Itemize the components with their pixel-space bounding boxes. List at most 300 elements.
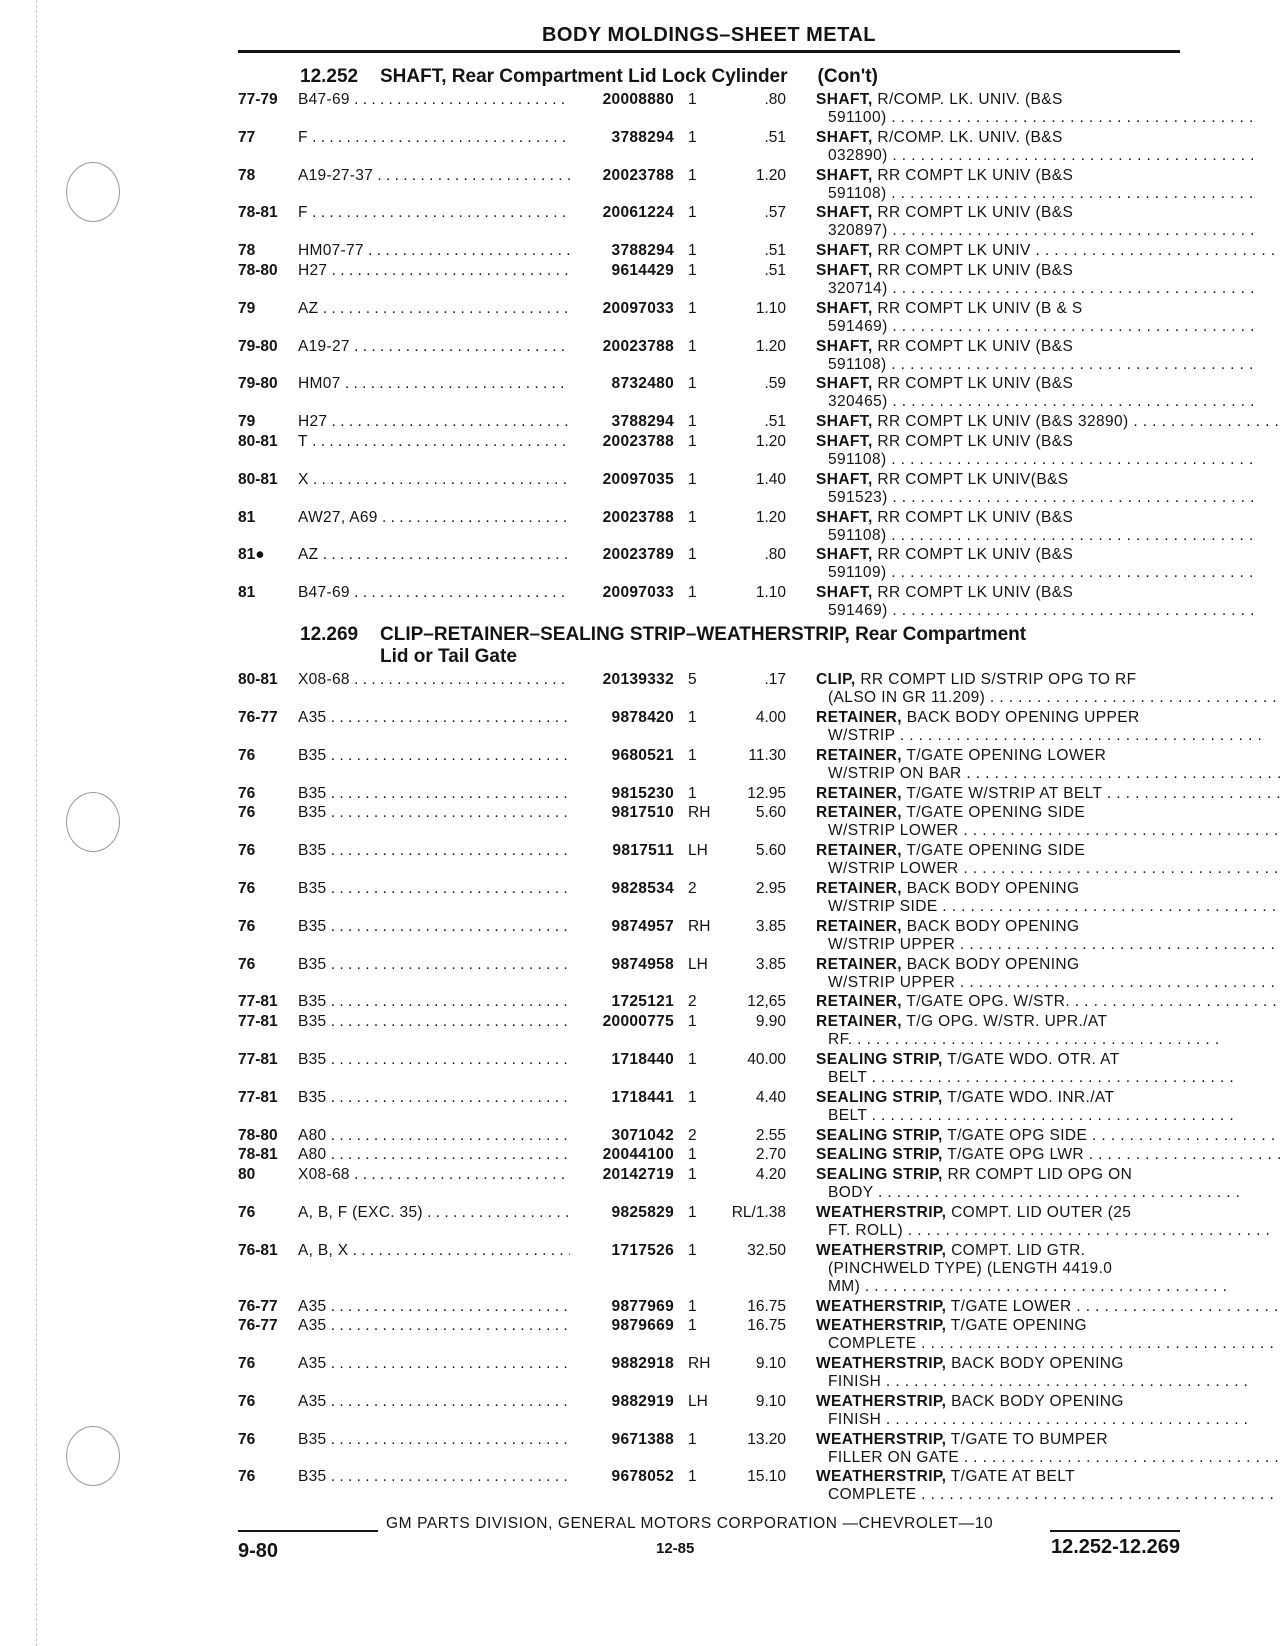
quantity: 2: [688, 993, 697, 1011]
part-row: [238, 375, 1183, 411]
part-number: 8732480: [611, 375, 674, 393]
description-text: RR COMPT LK UNIV (B&S: [877, 204, 1074, 222]
footer-rule-right: [1050, 1530, 1180, 1532]
application-code: X08-68 . . .: [298, 1166, 570, 1202]
description-text: T/GATE OPENING: [950, 1317, 1088, 1335]
part-row: [238, 1317, 1183, 1353]
description-text: W/STRIP SIDE: [828, 897, 938, 915]
description-text: BACK BODY OPENING: [951, 1392, 1124, 1410]
model-years: 76: [238, 1430, 256, 1448]
description-line: [816, 109, 1254, 127]
description-text: 320465): [828, 393, 888, 411]
footer-publisher: GM PARTS DIVISION, GENERAL MOTORS CORPORATION —CHEVROLET—10: [386, 1515, 994, 1532]
model-years: 76: [238, 1392, 256, 1410]
description-line: [816, 1355, 1248, 1373]
description-text: 591109): [828, 564, 887, 582]
description-text: W/STRIP UPPER: [828, 973, 956, 991]
description-line: [816, 918, 1280, 936]
list-price: .57: [764, 204, 786, 222]
description-line: [816, 489, 1255, 507]
part-description: [790, 546, 1254, 582]
list-price: .80: [764, 91, 786, 108]
part-row: [238, 747, 1183, 783]
part-number: 1718441: [611, 1088, 674, 1106]
description-line: [816, 413, 1280, 431]
quantity: 1: [688, 375, 697, 393]
part-name: RETAINER,: [816, 784, 902, 802]
part-description: [790, 1317, 1280, 1353]
application-code: AZ . . .: [298, 300, 570, 336]
part-name: RETAINER,: [816, 842, 902, 860]
description-line: [816, 1278, 1227, 1296]
part-number: 20023788: [602, 166, 674, 184]
part-number: 20097035: [602, 470, 674, 488]
list-price: 13.20: [747, 1430, 786, 1448]
description-text: FINISH: [828, 1410, 882, 1428]
part-description: [790, 709, 1262, 745]
list-price: 1.20: [755, 166, 786, 184]
part-row: [238, 1242, 1183, 1296]
quantity: 1: [688, 337, 697, 355]
description-line: [816, 1089, 1234, 1107]
description-text: W/STRIP LOWER: [828, 822, 959, 840]
description-text: T/GATE LOWER: [950, 1297, 1072, 1315]
description-text: RF.: [828, 1031, 853, 1049]
description-text: BODY: [828, 1184, 874, 1202]
description-text: 591108): [828, 526, 887, 544]
description-text: 591523): [828, 488, 888, 506]
part-description: [790, 1146, 1280, 1164]
part-description: [790, 747, 1280, 783]
list-price: 4.00: [755, 708, 786, 726]
part-number: 9815230: [611, 784, 674, 802]
model-years: 77-81: [238, 1050, 278, 1068]
part-description: [790, 918, 1280, 954]
description-text: T/GATE OPENING SIDE: [906, 842, 1086, 860]
part-row: [238, 1146, 1183, 1164]
description-text: R/COMP. LK. UNIV. (B&S: [877, 128, 1063, 146]
part-row: [238, 804, 1183, 840]
model-years: 76: [238, 879, 256, 897]
part-description: [790, 785, 1280, 803]
part-name: SHAFT,: [816, 337, 873, 355]
model-years: 76: [238, 746, 256, 764]
description-line: [816, 433, 1254, 451]
description-text: T/GATE W/STRIP AT BELT: [906, 784, 1103, 802]
description-text: 320897): [828, 222, 888, 240]
part-number: 9817511: [612, 842, 674, 860]
description-text: COMPLETE: [828, 1486, 917, 1504]
part-description: [790, 1204, 1270, 1240]
part-row: [238, 993, 1183, 1011]
part-number: 20023788: [602, 432, 674, 450]
part-name: CLIP,: [816, 671, 856, 689]
application-code: B35 . . .: [298, 918, 570, 954]
part-name: WEATHERSTRIP,: [816, 1317, 947, 1335]
quantity: 1: [688, 204, 697, 222]
part-row: [238, 1204, 1183, 1240]
description-text: 320714): [828, 279, 888, 297]
quantity: 1: [688, 546, 697, 564]
description-text: RR COMPT LK UNIV (B&S 32890): [877, 413, 1129, 431]
quantity: 1: [688, 784, 697, 802]
description-line: [816, 1166, 1240, 1184]
description-line: [816, 1411, 1248, 1429]
quantity: 1: [688, 299, 697, 317]
application-code: B35 . . .: [298, 1051, 570, 1087]
description-line: [816, 1335, 1280, 1353]
part-description: [790, 1166, 1240, 1202]
description-line: [816, 91, 1254, 109]
description-line: [816, 804, 1280, 822]
application-code: AZ . . .: [298, 546, 570, 582]
part-row: [238, 1355, 1183, 1391]
model-years: 78-81: [238, 204, 278, 222]
part-description: [790, 1013, 1220, 1049]
list-price: 16.75: [747, 1297, 786, 1315]
description-line: [816, 1222, 1270, 1240]
quantity: 5: [688, 671, 697, 689]
model-years: 79: [238, 413, 256, 431]
description-line: [816, 898, 1280, 916]
description-text: RR COMPT LK UNIV (B&S: [877, 508, 1074, 526]
header-rule: [238, 50, 1180, 53]
description-line: [816, 1260, 1227, 1278]
description-line: [816, 546, 1254, 564]
part-number: 9874957: [611, 917, 674, 935]
application-code: B35 . . .: [298, 1431, 570, 1467]
list-price: 3.85: [755, 917, 786, 935]
part-number: 9879669: [611, 1317, 674, 1335]
list-price: 1.20: [755, 432, 786, 450]
list-price: 2.55: [755, 1126, 786, 1144]
part-row: [238, 1468, 1183, 1504]
description-line: [816, 527, 1254, 545]
application-code: B47-69 . . .: [298, 584, 570, 620]
part-name: RETAINER,: [816, 955, 902, 973]
model-years: 78-80: [238, 1126, 278, 1144]
description-text: FILLER ON GATE: [828, 1448, 960, 1466]
part-name: SHAFT,: [816, 508, 873, 526]
description-line: [816, 242, 1280, 260]
description-line: [816, 602, 1255, 620]
model-years: 78: [238, 166, 256, 184]
part-number: 20023788: [602, 508, 674, 526]
model-years: 78-80: [238, 261, 278, 279]
part-description: [790, 584, 1255, 620]
model-years: 76-77: [238, 1297, 278, 1315]
model-years: 76-77: [238, 708, 278, 726]
part-name: WEATHERSTRIP,: [816, 1297, 947, 1315]
description-text: T/GATE WDO. INR./AT: [947, 1088, 1115, 1106]
application-code: B35 . . .: [298, 1089, 570, 1125]
model-years: 80-81: [238, 671, 278, 689]
description-text: (PINCHWELD TYPE) (LENGTH 4419.0: [828, 1259, 1113, 1277]
description-text: T/GATE OPENING SIDE: [906, 804, 1086, 822]
description-text: RR COMPT LK UNIV(B&S: [877, 470, 1069, 488]
quantity: 1: [688, 1430, 697, 1448]
part-name: SEALING STRIP,: [816, 1088, 943, 1106]
page-title: BODY MOLDINGS–SHEET METAL: [541, 24, 876, 46]
description-line: [816, 860, 1280, 878]
description-text: COMPLETE: [828, 1335, 917, 1353]
application-code: X08-68 . . .: [298, 671, 570, 707]
description-line: [816, 1013, 1220, 1031]
part-number: 20139332: [602, 671, 674, 689]
part-description: [790, 1127, 1280, 1145]
description-line: [816, 564, 1254, 582]
description-line: [816, 671, 1280, 689]
quantity: 1: [688, 413, 697, 431]
description-line: [816, 167, 1254, 185]
application-code: H27 . . .: [298, 262, 570, 298]
part-description: [790, 433, 1254, 469]
part-name: WEATHERSTRIP,: [816, 1203, 947, 1221]
description-text: RR COMPT LK UNIV (B & S: [877, 299, 1083, 317]
description-text: COMPT. LID OUTER (25: [951, 1203, 1132, 1221]
part-description: [790, 242, 1280, 260]
list-price: 11.30: [748, 746, 786, 764]
part-row: [238, 167, 1183, 203]
list-price: 9.90: [755, 1013, 786, 1031]
application-code: A19-27 . . .: [298, 338, 570, 374]
application-code: T . . .: [298, 433, 570, 469]
quantity: 2: [688, 879, 697, 897]
part-description: [790, 1298, 1280, 1316]
part-description: [790, 375, 1255, 411]
description-line: [816, 1051, 1234, 1069]
part-number: 20061224: [602, 204, 674, 222]
part-row: [238, 471, 1183, 507]
description-line: [816, 129, 1255, 147]
part-row: [238, 1051, 1183, 1087]
part-name: RETAINER,: [816, 804, 902, 822]
application-code: F . . .: [298, 129, 570, 165]
part-name: SEALING STRIP,: [816, 1126, 943, 1144]
part-number: 20023789: [602, 546, 674, 564]
part-name: SHAFT,: [816, 470, 873, 488]
part-name: SHAFT,: [816, 299, 873, 317]
part-description: [790, 471, 1255, 507]
model-years: 76: [238, 1203, 256, 1221]
quantity: 1: [688, 1241, 697, 1259]
part-name: SHAFT,: [816, 91, 873, 108]
description-text: W/STRIP: [828, 726, 896, 744]
description-line: [816, 974, 1280, 992]
application-code: X . . .: [298, 471, 570, 507]
part-number: 1725121: [611, 993, 674, 1011]
description-text: RR COMPT LID S/STRIP OPG TO RF: [860, 671, 1137, 689]
description-line: [816, 785, 1280, 803]
description-line: [816, 822, 1280, 840]
part-row: [238, 1166, 1183, 1202]
punch-hole-middle: [66, 792, 120, 852]
model-years: 78: [238, 242, 256, 260]
description-text: T/GATE OPENING LOWER: [906, 746, 1107, 764]
application-code: HM07 . . .: [298, 375, 570, 411]
section-heading: [238, 624, 1183, 668]
model-years: 78-81: [238, 1146, 278, 1164]
quantity: 1: [688, 166, 697, 184]
part-name: SHAFT,: [816, 128, 873, 146]
application-code: B35 . . .: [298, 842, 570, 878]
part-row: [238, 433, 1183, 469]
part-number: 3788294: [611, 128, 674, 146]
description-text: T/GATE OPG SIDE: [947, 1126, 1088, 1144]
description-line: [816, 185, 1254, 203]
binding-edge-line: [36, 0, 37, 1646]
description-line: [816, 709, 1262, 727]
description-text: T/G OPG. W/STR. UPR./AT: [906, 1013, 1108, 1031]
list-price: .51: [764, 242, 786, 260]
part-description: [790, 956, 1280, 992]
part-number: 20000775: [602, 1013, 674, 1031]
description-text: 591108): [828, 450, 887, 468]
description-line: [816, 1146, 1280, 1164]
part-description: [790, 300, 1255, 336]
list-price: 5.60: [755, 804, 786, 822]
section-title-line: SHAFT, Rear Compartment Lid Lock Cylinder: [380, 66, 788, 87]
part-name: RETAINER,: [816, 708, 902, 726]
quantity: 1: [688, 1088, 697, 1106]
footer-date: 9-80: [238, 1540, 279, 1562]
quantity: 1: [688, 508, 697, 526]
quantity: 1: [688, 1297, 697, 1315]
part-name: SHAFT,: [816, 204, 873, 222]
description-text: RR COMPT LK UNIV (B&S: [877, 432, 1074, 450]
part-number: 9825829: [611, 1203, 674, 1221]
part-number: 9828534: [611, 879, 674, 897]
part-row: [238, 1393, 1183, 1429]
description-text: RR COMPT LK UNIV (B&S: [877, 375, 1074, 393]
list-price: 3.85: [755, 955, 786, 973]
list-price: 1.40: [755, 470, 786, 488]
description-text: RR COMPT LID OPG ON: [947, 1166, 1133, 1184]
description-line: [816, 727, 1262, 745]
description-text: RR COMPT LK UNIV (B&S: [877, 546, 1074, 564]
part-name: SEALING STRIP,: [816, 1050, 943, 1068]
description-text: 591108): [828, 355, 887, 373]
list-price: .51: [764, 128, 786, 146]
description-text: RR COMPT LK UNIV (B&S: [877, 584, 1074, 602]
description-text: BELT: [828, 1068, 867, 1086]
model-years: 81●: [238, 546, 265, 564]
quantity: LH: [688, 1392, 708, 1410]
list-price: .80: [764, 546, 786, 564]
quantity: 2: [688, 1126, 697, 1144]
list-price: 1.20: [755, 508, 786, 526]
description-line: [816, 1393, 1248, 1411]
part-row: [238, 584, 1183, 620]
part-row: [238, 880, 1183, 916]
section-title: [362, 66, 1183, 88]
description-line: [816, 1468, 1280, 1486]
model-years: 76: [238, 1355, 256, 1373]
footer-group-range: 12.252-12.269: [1050, 1536, 1180, 1558]
part-row: [238, 709, 1183, 745]
quantity: 1: [688, 1203, 697, 1221]
model-years: 79: [238, 299, 256, 317]
part-description: [790, 509, 1254, 545]
model-years: 76-77: [238, 1317, 278, 1335]
application-code: B35 . . .: [298, 1013, 570, 1049]
part-row: [238, 413, 1183, 431]
list-price: .59: [764, 375, 786, 393]
section-number: 12.252: [300, 66, 359, 87]
description-text: W/STRIP ON BAR: [828, 764, 962, 782]
quantity: 1: [688, 1166, 697, 1184]
description-line: [816, 993, 1280, 1011]
part-name: WEATHERSTRIP,: [816, 1468, 947, 1486]
model-years: 79-80: [238, 337, 278, 355]
model-years: 76: [238, 842, 256, 860]
part-name: RETAINER,: [816, 917, 902, 935]
description-text: 032890): [828, 146, 888, 164]
part-name: SEALING STRIP,: [816, 1166, 943, 1184]
application-code: H27 . . .: [298, 413, 570, 431]
application-code: F . . .: [298, 204, 570, 240]
quantity: 1: [688, 242, 697, 260]
part-row: [238, 242, 1183, 260]
description-line: [816, 1204, 1270, 1222]
quantity: 1: [688, 708, 697, 726]
part-name: WEATHERSTRIP,: [816, 1392, 947, 1410]
part-name: SHAFT,: [816, 166, 873, 184]
footer-rule-left: [238, 1530, 378, 1532]
model-years: 76: [238, 917, 256, 935]
description-line: [816, 1486, 1280, 1504]
part-number: 3788294: [611, 413, 674, 431]
description-line: [816, 300, 1255, 318]
part-number: 1718440: [611, 1050, 674, 1068]
model-years: 76: [238, 955, 256, 973]
description-text: 591469): [828, 317, 888, 335]
description-line: [816, 842, 1280, 860]
list-price: 1.10: [755, 584, 786, 602]
part-name: SHAFT,: [816, 375, 873, 393]
description-line: [816, 204, 1255, 222]
part-description: [790, 167, 1254, 203]
description-text: FINISH: [828, 1373, 882, 1391]
part-row: [238, 1298, 1183, 1316]
application-code: A, B, X . . .: [298, 1242, 570, 1296]
part-row: [238, 129, 1183, 165]
application-code: B35 . . .: [298, 785, 570, 803]
description-text: 591100): [828, 109, 887, 126]
description-line: [816, 1184, 1240, 1202]
application-code: HM07-77 . . .: [298, 242, 570, 260]
part-row: [238, 671, 1183, 707]
section-heading: [238, 66, 1183, 88]
quantity: RH: [688, 1355, 711, 1373]
part-number: 9882918: [611, 1355, 674, 1373]
application-code: B35 . . .: [298, 993, 570, 1011]
footer-page-number: 12-85: [656, 1540, 695, 1557]
quantity: LH: [688, 842, 708, 860]
part-description: [790, 1051, 1234, 1087]
part-number: 1717526: [611, 1241, 674, 1259]
part-row: [238, 509, 1183, 545]
part-name: RETAINER,: [816, 1013, 902, 1031]
application-code: AW27, A69 . . .: [298, 509, 570, 545]
part-description: [790, 262, 1255, 298]
description-line: [816, 356, 1254, 374]
model-years: 76: [238, 1468, 256, 1486]
quantity: 1: [688, 91, 697, 108]
parts-listing: [238, 62, 1183, 1506]
model-years: 77-79: [238, 91, 278, 108]
section-title-line: Lid or Tail Gate: [380, 646, 517, 668]
